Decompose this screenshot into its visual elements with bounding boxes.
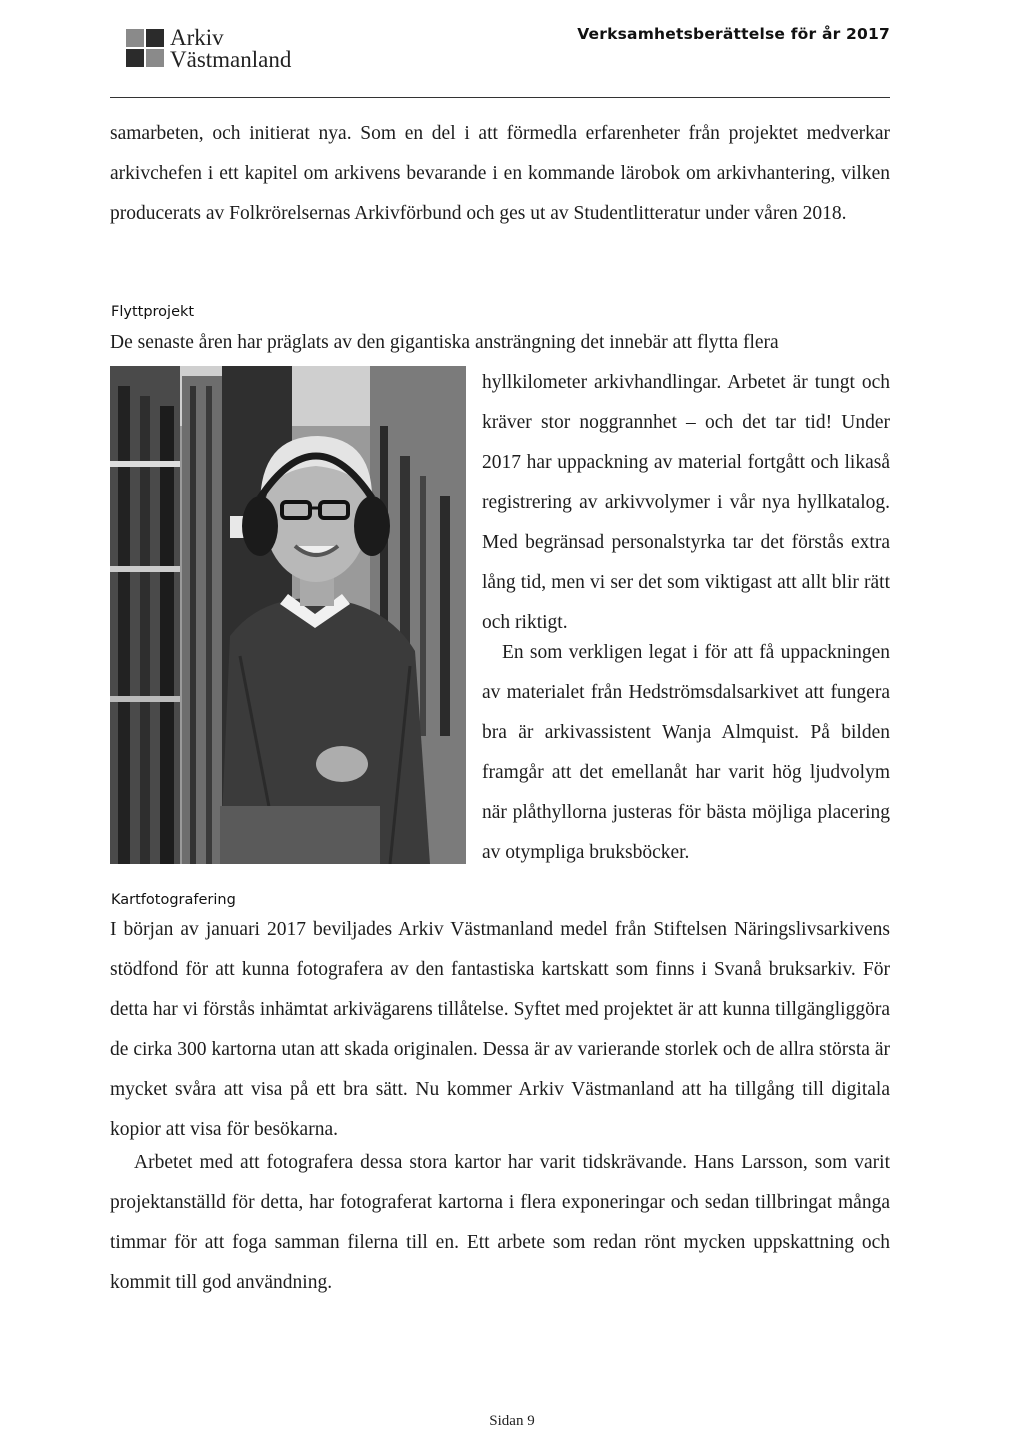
archive-worker-photo-illustration xyxy=(110,366,466,864)
header-divider xyxy=(110,97,890,98)
kartfotografering-heading: Kartfotografering xyxy=(111,892,236,908)
flyttprojekt-paragraph-2: En som verkligen legat i för att få uppackningen av materialet från Hedströmsdalsarkivet att fungera bra är arkivassistent Wanja Almquist. På bilden framgår att det emellanåt har varit hög ljudvolym när plåthyllorna justeras för bästa möjliga placering av otympliga bruksböcker. xyxy=(482,642,890,863)
arkiv-vastmanland-logo xyxy=(126,27,291,71)
logo-line-2: Västmanland xyxy=(170,47,292,72)
photo-wanja-almquist xyxy=(110,366,466,864)
page-number: Sidan 9 xyxy=(489,1413,535,1429)
report-title: Verksamhetsberättelse för år 2017 xyxy=(577,25,890,43)
kartfotografering-paragraph-1: I början av januari 2017 beviljades Arkiv Västmanland medel från Stiftelsen Näringslivsarkivens stödfond för att kunna fotografera av den fantastiska kartskatt som finns i Svanå bruksarkiv. För detta har vi förstås inhämtat arkivägarens tillåtelse. Syftet med projektet är att kunna tillgängliggöra de cirka 300 kartorna utan att skada originalen. Dessa är av varierande storlek och de allra största är mycket svåra att visa på ett bra sätt. Nu kommer Arkiv Västmanland att ha tillgång till digitala kopior att visa för besökarna. xyxy=(110,919,890,1140)
kartfotografering-paragraph-2: Arbetet med att fotografera dessa stora kartor har varit tidskrävande. Hans Larsson, som varit projektanställd för detta, har fotograferat kartorna i flera exponeringar och sedan tillbringat många timmar för att foga samman filerna till en. Ett arbete som redan rönt mycken uppskattning och kommit till god användning. xyxy=(110,1152,890,1293)
flyttprojekt-paragraph-1: hyllkilometer arkivhandlingar. Arbetet är tungt och kräver stor noggrannhet – och det tar tid! Under 2017 har uppackning av material fortgått och likaså registrering av arkivvolymer i vår nya hyllkatalog. Med begränsad personalstyrka tar det förstås extra lång tid, men vi ser det som viktigast att allt blir rätt och riktigt. xyxy=(482,372,890,633)
flyttprojekt-heading: Flyttprojekt xyxy=(111,304,195,320)
logo-line-1: Arkiv xyxy=(170,25,224,50)
intro-paragraph: samarbeten, och initierat nya. Som en del i att förmedla erfarenheter från projektet medverkar arkivchefen i ett kapitel om arkivens bevarande i en kommande lärobok om arkivhantering, vilken producerats av Folkrörelsernas Arkivförbund och ges ut av Studentlitteratur under våren 2018. xyxy=(110,123,890,224)
logo-emblem-icon xyxy=(126,29,164,67)
logo-text xyxy=(170,27,291,71)
flyttprojekt-lead-line: De senaste åren har präglats av den gigantiska ansträngning det innebär att flytta flera xyxy=(110,332,779,353)
